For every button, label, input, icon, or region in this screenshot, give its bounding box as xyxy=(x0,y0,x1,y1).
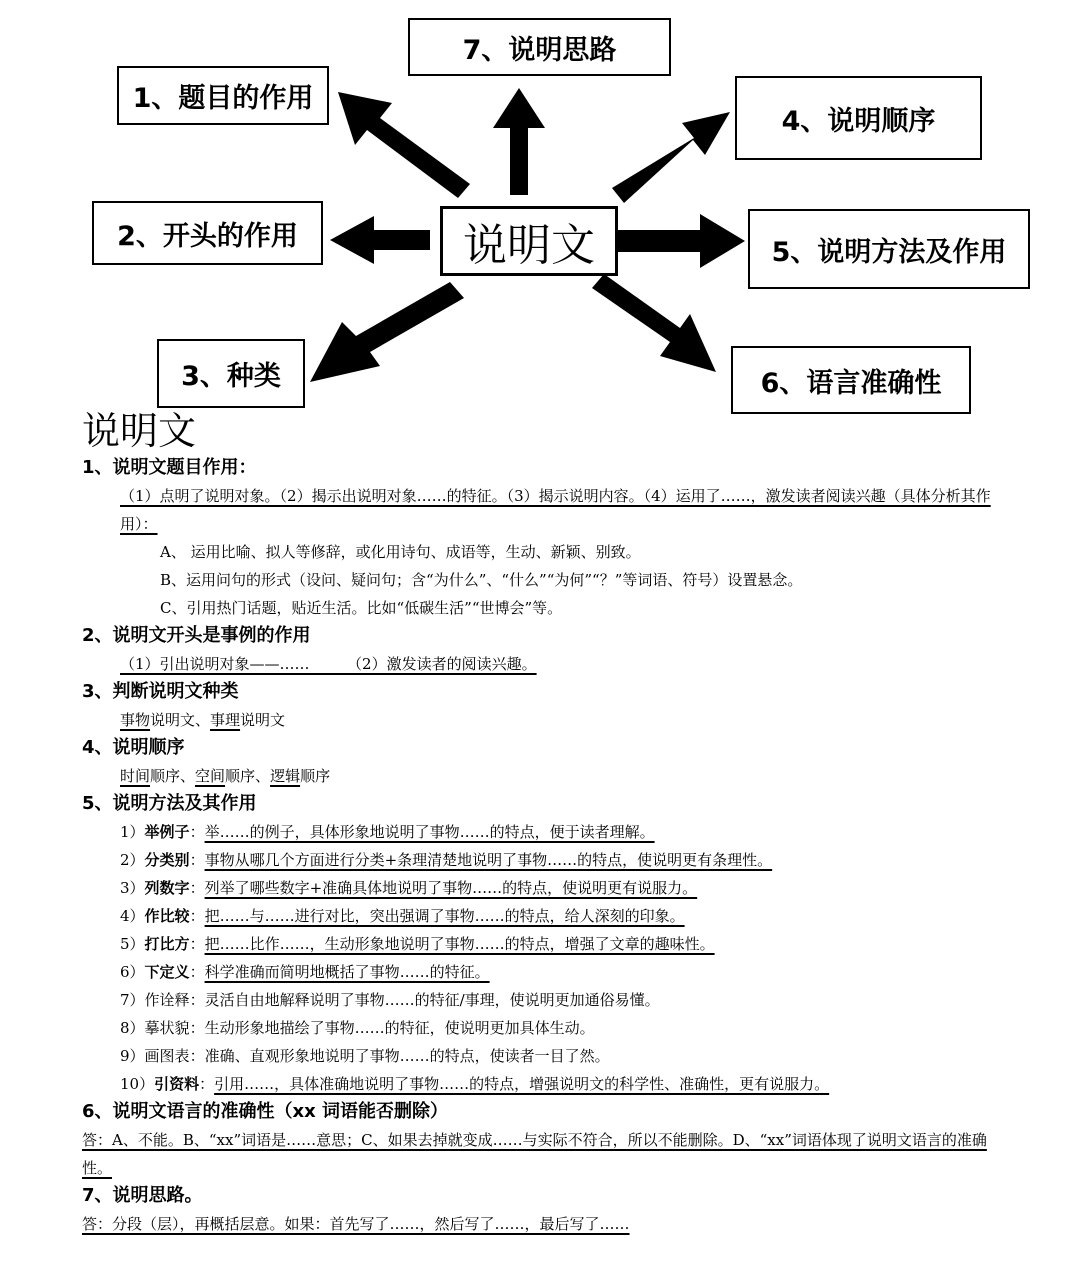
method-1: 1）举例子：举……的例子，具体形象地说明了事物……的特点，便于读者理解。 xyxy=(120,823,655,841)
node-4: 4、说明顺序 xyxy=(735,76,982,160)
section-5-heading: 5、说明方法及其作用 xyxy=(82,793,257,814)
order-logic: 逻辑 xyxy=(270,767,301,785)
node-1: 1、题目的作用 xyxy=(117,66,329,125)
order-logic-suffix: 顺序 xyxy=(300,767,331,785)
arrow-down-left xyxy=(310,282,464,382)
section-7-heading: 7、说明思路。 xyxy=(82,1185,203,1206)
section-2-heading: 2、说明文开头是事例的作用 xyxy=(82,625,311,646)
section-6-heading: 6、说明文语言的准确性（xx 词语能否删除） xyxy=(82,1101,449,1122)
section-2-line xyxy=(82,650,1002,678)
type-reason-suffix: 说明文 xyxy=(240,711,286,729)
method-9: 9）画图表：准确、直观形象地说明了事物……的特点，使读者一目了然。 xyxy=(120,1047,610,1065)
section-3-line xyxy=(82,706,1002,734)
section-7-text: 答：分段（层），再概括层意。如果：首先写了……，然后写了……，最后写了…… xyxy=(82,1215,630,1233)
arrow-down-right xyxy=(592,274,716,372)
section-1-c: C、引用热门话题，贴近生活。比如“低碳生活”“世博会”等。 xyxy=(160,599,563,617)
arrow-up-left xyxy=(338,92,470,198)
node-5: 5、说明方法及作用 xyxy=(748,209,1030,289)
section-1-a: A、 运用比喻、拟人等修辞，或化用诗句、成语等，生动、新颖、别致。 xyxy=(160,543,641,561)
order-time-suffix: 顺序、 xyxy=(150,767,196,785)
section-1-heading: 1、说明文题目作用： xyxy=(82,457,257,478)
section-4-heading: 4、说明顺序 xyxy=(82,737,185,758)
node-3: 3、种类 xyxy=(157,339,305,408)
method-10: 10）引资料：引用……，具体准确地说明了事物……的特点，增强说明文的科学性、准确性，更有说服力。 xyxy=(120,1075,830,1093)
order-space-suffix: 顺序、 xyxy=(225,767,271,785)
section-2-text: （1）引出说明对象——…… （2）激发读者的阅读兴趣。 xyxy=(120,655,537,673)
section-4-line xyxy=(82,762,1002,790)
node-center: 说明文 xyxy=(440,206,618,276)
node-7: 7、说明思路 xyxy=(408,18,671,76)
order-time: 时间 xyxy=(120,767,151,785)
type-thing: 事物 xyxy=(120,711,151,729)
node-6: 6、语言准确性 xyxy=(731,346,971,414)
section-3-heading: 3、判断说明文种类 xyxy=(82,681,239,702)
method-5: 5）打比方：把……比作……，生动形象地说明了事物……的特点，增强了文章的趣味性。 xyxy=(120,935,715,953)
document-body xyxy=(82,408,1002,1238)
method-6: 6）下定义：科学准确而简明地概括了事物……的特征。 xyxy=(120,963,490,981)
type-reason: 事理 xyxy=(210,711,241,729)
method-4: 4）作比较：把……与……进行对比，突出强调了事物……的特点，给人深刻的印象。 xyxy=(120,907,685,925)
node-2: 2、开头的作用 xyxy=(92,201,323,265)
arrow-right xyxy=(615,214,745,268)
section-7-line xyxy=(82,1210,1002,1238)
section-1-text: （1）点明了说明对象。（2）揭示出说明对象……的特征。（3）揭示说明内容。（4）运用了……，激发读者阅读兴趣（具体分析其作用）： xyxy=(120,487,991,533)
arrow-up-right xyxy=(612,112,730,203)
arrow-left xyxy=(330,216,430,264)
method-2: 2）分类别：事物从哪几个方面进行分类+条理清楚地说明了事物……的特点，使说明更有条理性。 xyxy=(120,851,773,869)
method-3: 3）列数字：列举了哪些数字+准确具体地说明了事物……的特点，使说明更有说服力。 xyxy=(120,879,698,897)
section-6-text: 答：A、不能。B、“xx”词语是……意思；C、如果去掉就变成……与实际不符合，所以不能删除。D、“xx”词语体现了说明文语言的准确性。 xyxy=(82,1131,987,1177)
type-thing-suffix: 说明文、 xyxy=(150,711,211,729)
arrow-up xyxy=(493,88,545,195)
method-7: 7）作诠释：灵活自由地解释说明了事物……的特征/事理，使说明更加通俗易懂。 xyxy=(120,991,660,1009)
doc-title: 说明文 xyxy=(82,409,197,453)
section-1-b: B、运用问句的形式（设问、疑问句；含“为什么”、“什么”“为何”“？”等词语、符号）设置悬念。 xyxy=(160,571,803,589)
method-8: 8）摹状貌：生动形象地描绘了事物……的特征，使说明更加具体生动。 xyxy=(120,1019,595,1037)
order-space: 空间 xyxy=(195,767,226,785)
